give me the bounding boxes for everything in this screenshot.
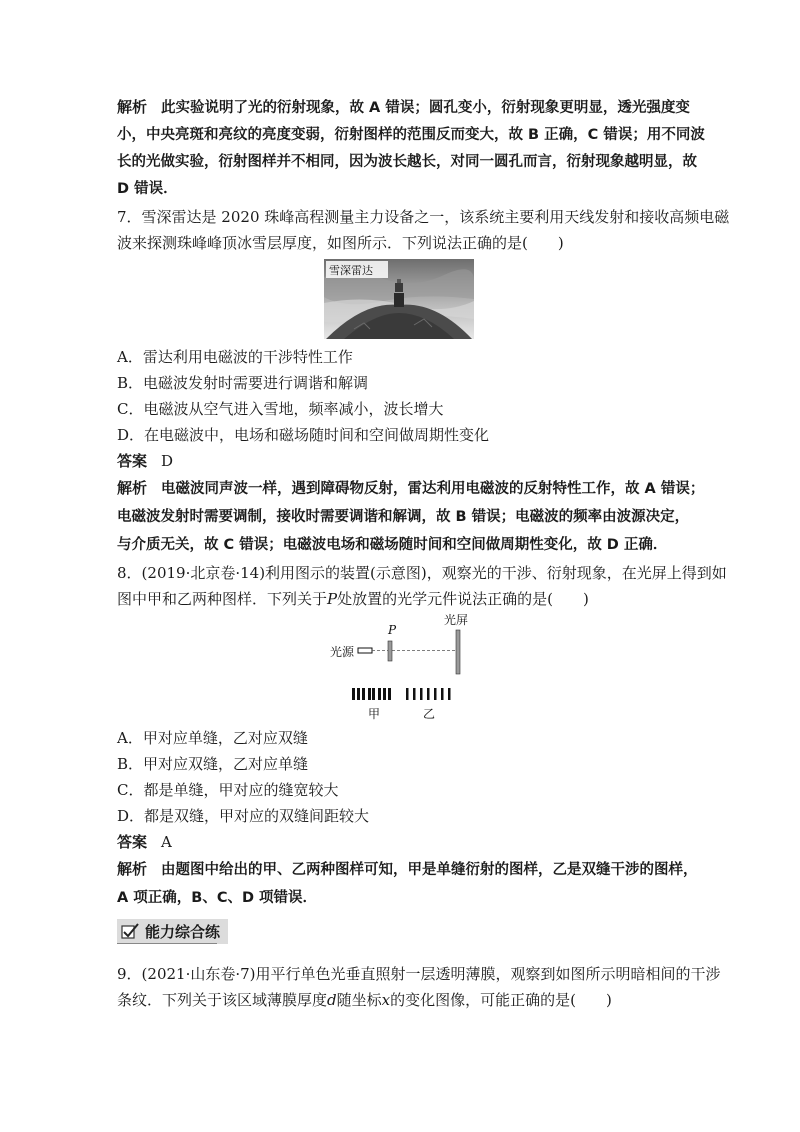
snow-radar-caption: 雪深雷达 — [329, 264, 373, 277]
q7-explanation-label: 解析 — [117, 479, 148, 497]
screen-label: 光屏 — [444, 613, 469, 627]
q6-explanation-line-3: 长的光做实验，衍射图样并不相同，因为波长越长，对同一圆孔而言，衍射现象越明显，故 — [117, 154, 697, 170]
q7-stem-line-2: 波来探测珠峰峰顶冰雪层厚度，如图所示．下列说法正确的是( ) — [117, 234, 564, 252]
snow-radar-figure — [324, 259, 474, 339]
q7-option-d: D．在电磁波中，电场和磁场随时间和空间做周期性变化 — [117, 426, 490, 444]
q7-explanation-line-2: 电磁波发射时需要调制，接收时需要调谐和解调，故 B 错误；电磁波的频率由波源决定， — [117, 509, 690, 525]
pattern-a-label: 甲 — [368, 707, 381, 721]
snow-radar-photo — [324, 259, 474, 339]
q8-option-b: B．甲对应双缝，乙对应单缝 — [117, 755, 309, 773]
q8-explanation-label: 解析 — [117, 860, 148, 878]
light-screen — [456, 630, 460, 674]
interference-apparatus-figure — [330, 612, 480, 722]
pattern-b-label: 乙 — [423, 707, 436, 721]
light-source-label: 光源 — [330, 645, 355, 659]
section-divider — [117, 943, 217, 944]
q8-var-p: P — [327, 590, 338, 608]
q7-option-a: A．雷达利用电磁波的干涉特性工作 — [117, 348, 353, 366]
q7-option-b: B．电磁波发射时需要进行调谐和解调 — [117, 374, 369, 392]
q8-stem-line-1: 8．(2019·北京卷·14)利用图示的装置(示意图)，观察光的干涉、衍射现象，在光屏上得到如 — [117, 564, 727, 582]
section-badge — [117, 919, 228, 944]
q9-var-d: d — [327, 991, 337, 1009]
q6-explanation-line-4: D 错误． — [117, 181, 178, 197]
q8-answer-value: A — [161, 833, 172, 851]
section-title: 能力综合练 — [145, 922, 221, 941]
q7-answer — [117, 451, 692, 471]
q6-explanation-line-2: 小，中央亮斑和亮纹的亮度变弱，衍射图样的范围反而变大，故 B 正确，C 错误；用不同波 — [117, 127, 705, 143]
q8-answer — [117, 832, 692, 852]
q8-explanation-line-1: 解析 由题图中给出的甲、乙两种图样可知，甲是单缝衍射的图样，乙是双缝干涉的图样， — [117, 860, 698, 878]
q7-answer-label: 答案 — [117, 452, 148, 470]
q7-stem-line-1: 7．雪深雷达是 2020 珠峰高程测量主力设备之一，该系统主要利用天线发射和接收高频电磁 — [117, 208, 730, 226]
q9-stem-line-2: 条纹．下列关于该区域薄膜厚度d随坐标x的变化图像，可能正确的是( ) — [117, 991, 612, 1009]
q8-stem-line-2: 图中甲和乙两种图样．下列关于P处放置的光学元件说法正确的是( ) — [117, 590, 589, 608]
q7-option-c: C．电磁波从空气进入雪地，频率减小，波长增大 — [117, 400, 444, 418]
q8-explanation-line-2: A 项正确，B、C、D 项错误． — [117, 890, 318, 906]
q7-explanation-line-1: 解析 电磁波同声波一样，遇到障碍物反射，雷达利用电磁波的反射特性工作，故 A 错误； — [117, 479, 705, 497]
q9-var-x: x — [381, 991, 391, 1009]
q7-explanation-line-3: 与介质无关，故 C 错误；电磁波电场和磁场随时间和空间做周期性变化，故 D 正确． — [117, 537, 668, 553]
q8-option-a: A．甲对应单缝，乙对应双缝 — [117, 729, 308, 747]
q8-option-d: D．都是双缝，甲对应的双缝间距较大 — [117, 807, 370, 825]
pattern-b — [406, 688, 451, 700]
section-header — [117, 919, 228, 943]
q8-answer-label: 答案 — [117, 833, 148, 851]
q6-explanation-line-1: 解析 此实验说明了光的衍射现象，故 A 错误；圆孔变小，衍射现象更明显，透光强度变 — [117, 98, 690, 116]
pattern-a — [352, 688, 391, 700]
optical-element-label: P — [388, 623, 397, 637]
light-source-icon — [358, 648, 372, 653]
q6-explanation-label: 解析 — [117, 98, 148, 116]
check-box-icon — [121, 923, 139, 939]
q8-option-c: C．都是单缝，甲对应的缝宽较大 — [117, 781, 339, 799]
q7-answer-value: D — [161, 452, 174, 470]
q9-stem-line-1: 9．(2021·山东卷·7)用平行单色光垂直照射一层透明薄膜，观察到如图所示明暗相间的干涉 — [117, 965, 721, 983]
apparatus-diagram — [330, 612, 480, 722]
optical-element-p — [388, 641, 392, 661]
